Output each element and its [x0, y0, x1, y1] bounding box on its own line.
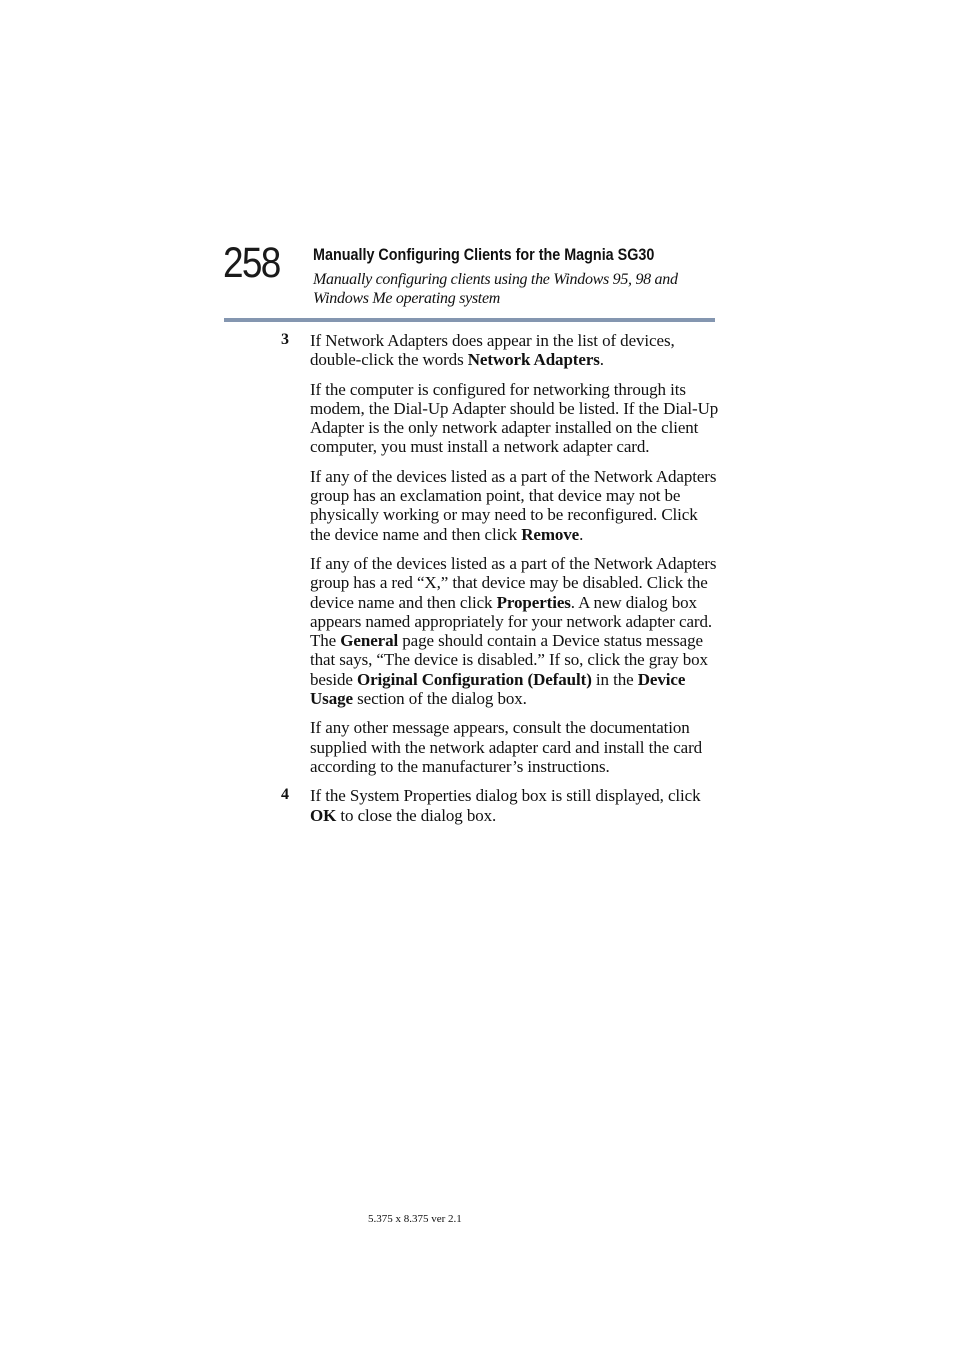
ui-term: OK	[310, 805, 337, 825]
ui-term: General	[340, 631, 399, 651]
page-number: 258	[223, 239, 280, 287]
ui-term: Remove	[521, 524, 580, 544]
header-rule	[224, 318, 715, 322]
step-number: 4	[281, 786, 289, 804]
ui-term: Original Configuration (Default)	[356, 669, 592, 689]
step-4	[281, 786, 721, 825]
chapter-title: Manually Configuring Clients for the Magnia SG30	[313, 246, 655, 264]
step-paragraph: If any other message appears, consult the documentation supplied with the network adapter card and install the card according to the manufacturer’s instructions.	[310, 718, 703, 776]
step-paragraph: If Network Adapters does appear in the list of devices, double-click the words Network Adapters.	[310, 331, 675, 370]
footer-note: 5.375 x 8.375 ver 2.1	[368, 1213, 462, 1225]
content	[281, 331, 721, 835]
ui-term: Properties	[496, 592, 571, 612]
ui-term: Device Usage	[310, 669, 686, 709]
step-paragraph: If any of the devices listed as a part of the Network Adapters group has an exclamation point, that device may not be physically working or may need to be reconfigured. Click the device name and then click Remove.	[310, 466, 717, 544]
step-number: 3	[281, 331, 289, 348]
section-title: Manually configuring clients using the Windows 95, 98 and Windows Me operating system	[313, 271, 678, 307]
ui-term: Network Adapters	[467, 350, 600, 370]
step-3	[281, 331, 721, 776]
step-paragraph: If any of the devices listed as a part of the Network Adapters group has a red “X,” that device may be disabled. Click the device name and then click Properties. A new dialog box appears named appropriately for your network adapter card. The General page should contain a Device status message that says, “The device is disabled.” If so, click the gray box beside Original Configuration (Default) in the Device Usage section of the dialog box.	[310, 553, 717, 709]
step-paragraph: If the System Properties dialog box is still displayed, click OK to close the dialog box.	[310, 786, 701, 825]
step-paragraph: If the computer is configured for networking through its modem, the Dial-Up Adapter should be listed. If the Dial-Up Adapter is the only network adapter installed on the client computer, you must install a network adapter card.	[310, 379, 719, 457]
